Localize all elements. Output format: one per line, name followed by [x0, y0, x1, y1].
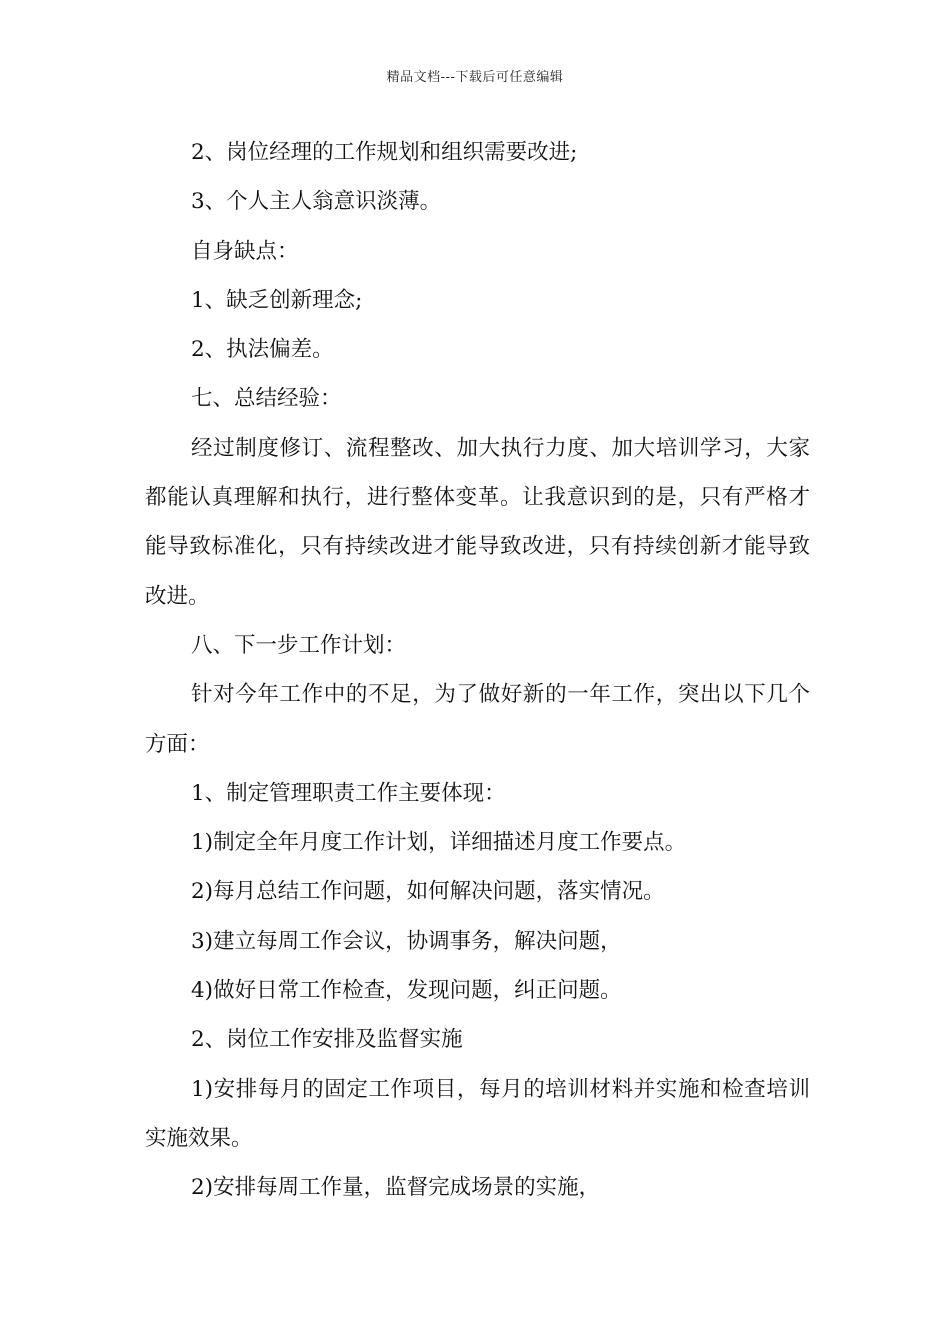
page-header: 精品文档---下载后可任意编辑 [386, 70, 564, 85]
paragraph: 自身缺点： [191, 238, 299, 264]
paragraph: 1、缺乏创新理念; [191, 287, 363, 313]
paragraph: 1、制定管理职责工作主要体现： [191, 780, 506, 806]
section-heading: 八、下一步工作计划： [191, 632, 407, 658]
paragraph: 2)每月总结工作问题，如何解决问题，落实情况。 [191, 879, 665, 905]
paragraph: 2)安排每周工作量，监督完成场景的实施， [191, 1175, 601, 1201]
paragraph: 1)安排每月的固定工作项目，每月的培训材料并实施和检查培训实施效果。 [145, 1076, 810, 1151]
paragraph: 1)制定全年月度工作计划，详细描述月度工作要点。 [191, 830, 687, 856]
paragraph: 2、岗位经理的工作规划和组织需要改进; [191, 140, 578, 165]
paragraph: 4)做好日常工作检查，发现问题，纠正问题。 [191, 978, 622, 1004]
paragraph: 针对今年工作中的不足，为了做好新的一年工作，突出以下几个方面： [145, 682, 810, 757]
section-heading: 七、总结经验： [191, 386, 342, 412]
paragraph: 2、执法偏差。 [191, 337, 334, 363]
paragraph: 2、岗位工作安排及监督实施 [191, 1027, 463, 1053]
paragraph: 经过制度修订、流程整改、加大执行力度、加大培训学习，大家都能认真理解和执行，进行整体变革。让我意识到的是，只有严格才能导致标准化，只有持续改进才能导致改进，只有持续创新才能导致改进。 [145, 435, 810, 609]
paragraph: 3)建立每周工作会议，协调事务，解决问题， [191, 928, 622, 954]
document-body [145, 128, 810, 1213]
paragraph: 3、个人主人翁意识淡薄。 [191, 189, 442, 215]
